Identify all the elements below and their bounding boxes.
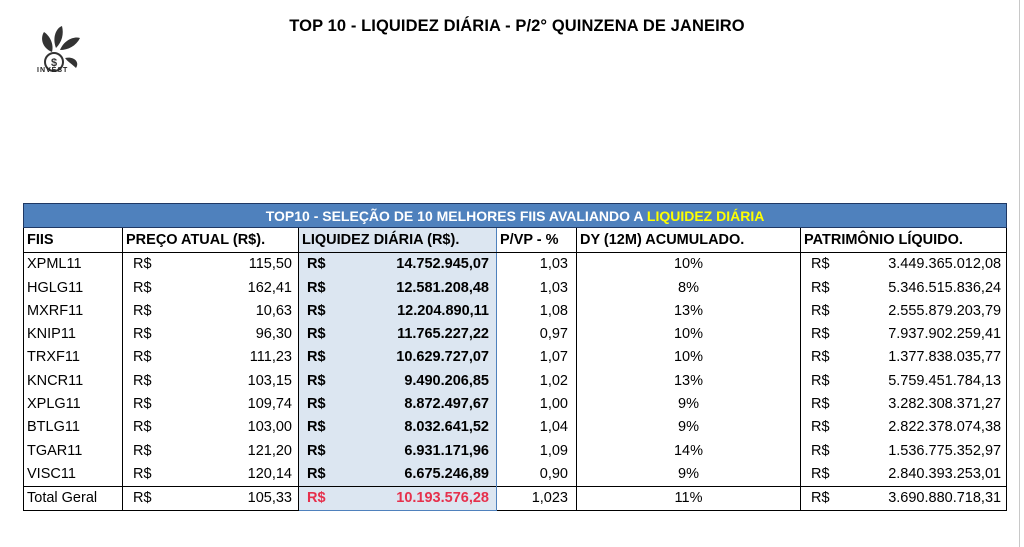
table-row [24,416,1007,439]
dy-cell: 10% [577,252,801,276]
currency-cell: R$ [133,419,152,436]
price-cell: 162,41 [183,276,299,299]
patrimonio-cell: 3.282.308.371,27 [861,392,1007,415]
table-total-row [24,486,1007,510]
fii-cell: TGAR11 [24,439,123,462]
dy-cell: 13% [577,299,801,322]
patrimonio-cell: 1.536.775.352,97 [861,439,1007,462]
currency-cell: R$ [299,276,337,299]
dy-cell: 13% [577,369,801,392]
banner-cell [24,204,1007,228]
table-row [24,392,1007,415]
price-cell: 10,63 [183,299,299,322]
currency-cell: R$ [133,396,152,413]
patrimonio-cell: 2.840.393.253,01 [861,462,1007,486]
pvp-cell: 1,07 [497,346,577,369]
fii-cell: XPLG11 [24,392,123,415]
price-cell: 103,15 [183,369,299,392]
currency-cell: R$ [133,326,152,343]
banner-highlight: LIQUIDEZ DIÁRIA [646,207,765,224]
currency-cell: R$ [123,486,183,510]
price-cell: 121,20 [183,439,299,462]
liquidity-cell: 11.765.227,22 [337,322,497,345]
liquidity-cell: 6.675.246,89 [337,462,497,486]
logo-text: INVEST [37,67,69,74]
patrimonio-cell: 5.346.515.836,24 [861,276,1007,299]
liquidity-cell: 12.581.208,48 [337,276,497,299]
pvp-cell: 0,97 [497,322,577,345]
total-price-cell: 105,33 [183,486,299,510]
price-cell: 111,23 [183,346,299,369]
banner-text: TOP10 - SELEÇÃO DE 10 MELHORES FIIS AVALIANDO A [265,207,647,224]
table-row [24,276,1007,299]
currency-cell: R$ [133,256,152,273]
currency-cell: R$ [811,442,830,459]
fii-cell: KNCR11 [24,369,123,392]
dy-cell: 9% [577,392,801,415]
svg-text:$: $ [50,57,58,69]
table-row [24,252,1007,276]
header-pvp: P/VP - % [497,228,577,252]
fii-cell: MXRF11 [24,299,123,322]
currency-cell: R$ [299,346,337,369]
currency-cell: R$ [811,419,830,436]
currency-cell: R$ [801,486,861,510]
price-cell: 109,74 [183,392,299,415]
table-row [24,322,1007,345]
currency-cell: R$ [299,252,337,276]
liquidity-cell: 6.931.171,96 [337,439,497,462]
price-cell: 120,14 [183,462,299,486]
dy-cell: 9% [577,416,801,439]
currency-cell: R$ [299,462,337,486]
header-patrimonio: PATRIMÔNIO LÍQUIDO. [801,228,1007,252]
currency-cell: R$ [811,349,830,366]
currency-cell: R$ [133,302,152,319]
liquidity-cell: 10.629.727,07 [337,346,497,369]
total-dy-cell: 11% [577,486,801,510]
currency-cell: R$ [133,372,152,389]
fii-cell: XPML11 [24,252,123,276]
table-row [24,462,1007,486]
patrimonio-cell: 2.822.378.074,38 [861,416,1007,439]
price-cell: 115,50 [183,252,299,276]
pvp-cell: 1,00 [497,392,577,415]
header-liquidez: LIQUIDEZ DIÁRIA (R$). [299,228,497,252]
liquidity-table [23,203,1007,511]
dy-cell: 10% [577,346,801,369]
dy-cell: 14% [577,439,801,462]
pvp-cell: 0,90 [497,462,577,486]
currency-cell: R$ [299,416,337,439]
patrimonio-cell: 7.937.902.259,41 [861,322,1007,345]
total-pvp-cell: 1,023 [497,486,577,510]
currency-cell: R$ [811,326,830,343]
patrimonio-cell: 1.377.838.035,77 [861,346,1007,369]
patrimonio-cell: 2.555.879.203,79 [861,299,1007,322]
currency-cell: R$ [133,279,152,296]
price-cell: 103,00 [183,416,299,439]
pvp-cell: 1,02 [497,369,577,392]
currency-cell: R$ [299,369,337,392]
currency-cell: R$ [299,439,337,462]
table-header-row [24,228,1007,252]
header-fiis: FIIS [24,228,123,252]
dy-cell: 8% [577,276,801,299]
liquidity-cell: 8.872.497,67 [337,392,497,415]
fii-cell: TRXF11 [24,346,123,369]
total-label-cell: Total Geral [24,486,123,510]
page-edge-line [1019,0,1020,547]
liquidity-cell: 12.204.890,11 [337,299,497,322]
liquidity-cell: 14.752.945,07 [337,252,497,276]
patrimonio-cell: 5.759.451.784,13 [861,369,1007,392]
table-row [24,346,1007,369]
fii-cell: HGLG11 [24,276,123,299]
currency-cell: R$ [299,322,337,345]
price-cell: 96,30 [183,322,299,345]
table-row [24,369,1007,392]
table-banner [24,204,1007,228]
fii-cell: KNIP11 [24,322,123,345]
liquidity-cell: 9.490.206,85 [337,369,497,392]
dy-cell: 10% [577,322,801,345]
table-row [24,299,1007,322]
pvp-cell: 1,03 [497,252,577,276]
pvp-cell: 1,08 [497,299,577,322]
currency-cell: R$ [133,465,152,482]
patrimonio-cell: 3.449.365.012,08 [861,252,1007,276]
dy-cell: 9% [577,462,801,486]
currency-cell: R$ [811,279,830,296]
header-preco: PREÇO ATUAL (R$). [123,228,299,252]
currency-cell: R$ [811,256,830,273]
total-liquidity-cell: 10.193.576,28 [337,486,497,510]
currency-cell: R$ [299,299,337,322]
currency-cell: R$ [811,302,830,319]
fii-cell: BTLG11 [24,416,123,439]
currency-cell: R$ [811,372,830,389]
currency-cell: R$ [299,392,337,415]
currency-cell: R$ [811,396,830,413]
currency-cell: R$ [133,349,152,366]
header-dy: DY (12M) ACUMULADO. [577,228,801,252]
pvp-cell: 1,09 [497,439,577,462]
page-title: TOP 10 - LIQUIDEZ DIÁRIA - P/2° QUINZENA DE JANEIRO [289,17,745,35]
pvp-cell: 1,03 [497,276,577,299]
fii-cell: VISC11 [24,462,123,486]
currency-cell: R$ [811,465,830,482]
currency-cell: R$ [133,442,152,459]
pvp-cell: 1,04 [497,416,577,439]
currency-cell: R$ [299,486,337,510]
liquidity-cell: 8.032.641,52 [337,416,497,439]
table-row [24,439,1007,462]
total-patrimonio-cell: 3.690.880.718,31 [861,486,1007,510]
